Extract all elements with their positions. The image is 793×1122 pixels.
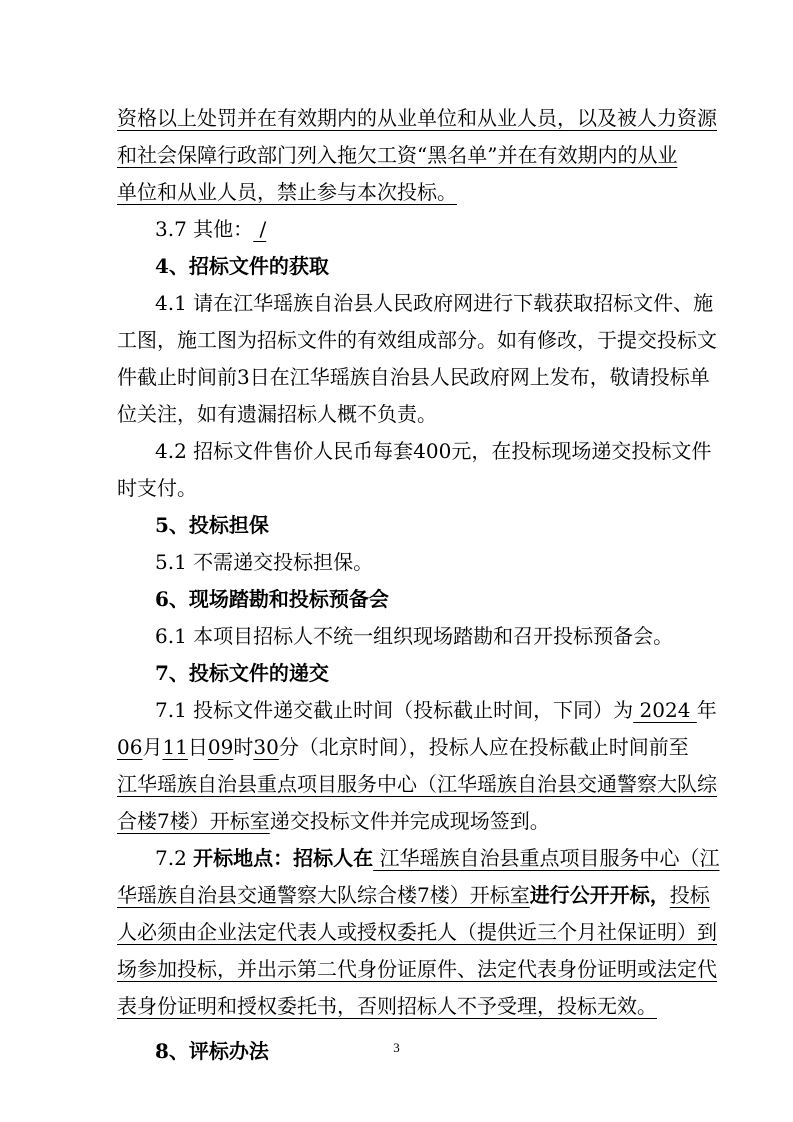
filled-field-text: 和社会保障行政部门列入拖欠工资“黑名单”并在有效期内的从业: [117, 143, 678, 167]
filled-field-text: 2024: [633, 698, 697, 722]
section-heading: [117, 507, 674, 544]
filled-field-text: 单位和从业人员，禁止参与本次投标。: [117, 180, 457, 204]
text-line: [117, 729, 689, 766]
text-line: [117, 988, 674, 1025]
section-heading: [117, 655, 674, 692]
text-line: [117, 692, 717, 729]
text-segment: 5.1 不需递交投标担保。: [155, 550, 374, 574]
filled-field-text: 场参加投标，并出示第二代身份证原件、法定代表身份证明或法定代: [117, 957, 717, 981]
text-segment: 6、现场踏勘和投标预备会: [155, 587, 389, 611]
text-segment: 件截止时间前3日在江华瑶族自治县人民政府网上发布，敬请投标单: [117, 365, 710, 389]
filled-field-text: 表身份证明和授权委托书，否则招标人不予受理，投标无效。: [117, 994, 657, 1018]
text-segment: 5、投标担保: [155, 513, 269, 537]
text-line: [117, 433, 712, 470]
filled-field-text: 江华瑶族自治县重点项目服务中心（江华瑶族自治县交通警察大队综: [117, 772, 717, 796]
text-segment: 位关注，如有遗漏招标人概不负责。: [117, 402, 437, 426]
document-body: [117, 100, 720, 1070]
text-line: [117, 211, 674, 248]
text-line: [117, 951, 717, 988]
filled-field-text: 资格以上处罚并在有效期内的从业单位和从业人员，以及被人力资源: [117, 106, 717, 130]
text-line: [117, 285, 714, 322]
section-heading: [117, 581, 674, 618]
filled-field-text: 江华瑶族自治县重点项目服务中心（江: [373, 846, 720, 870]
text-line: [117, 396, 674, 433]
text-line: [117, 544, 674, 581]
text-segment: 6.1 本项目招标人不统一组织现场踏勘和召开投标预备会。: [155, 624, 674, 648]
text-segment: 7.2: [155, 846, 194, 870]
text-line: [117, 766, 717, 803]
text-segment: 年: [696, 698, 717, 722]
filled-field-text: 合楼7楼）开标室: [117, 809, 270, 833]
text-segment: 7.1 投标文件递交截止时间（投标截止时间，下同）为: [155, 698, 634, 722]
filled-field-text: /: [253, 217, 267, 241]
text-line: [117, 100, 717, 137]
text-line: [117, 618, 674, 655]
text-line: [117, 803, 674, 840]
text-line: [117, 840, 720, 877]
text-segment: 3.7 其他：: [155, 217, 254, 241]
text-line: [117, 359, 710, 396]
text-segment: 4、招标文件的获取: [155, 254, 329, 278]
text-line: [117, 877, 710, 914]
text-segment: 日: [187, 735, 208, 759]
section-heading: [117, 248, 674, 285]
text-segment: 时: [233, 735, 254, 759]
filled-field-text: 09: [207, 735, 234, 759]
page-number: 3: [393, 1040, 400, 1055]
filled-field-text: 投标: [669, 883, 710, 907]
filled-field-text: 06: [117, 735, 143, 759]
filled-field-text: 华瑶族自治县交通警察大队综合楼7楼）开标室: [117, 883, 530, 907]
text-segment: 工图，施工图为招标文件的有效组成部分。如有修改，于提交投标文: [117, 328, 717, 352]
text-segment: 进行公开开标，: [529, 883, 670, 907]
text-line: [117, 174, 674, 211]
text-segment: 分（北京时间），投标人应在投标截止时间前至: [278, 735, 689, 759]
text-line: [117, 322, 717, 359]
text-segment: 时支付。: [117, 476, 197, 500]
text-segment: 递交投标文件并完成现场签到。: [269, 809, 550, 833]
text-segment: 月: [142, 735, 163, 759]
text-line: [117, 137, 678, 174]
filled-field-text: 人必须由企业法定代表人或授权委托人（提供近三个月社保证明）到: [117, 920, 717, 944]
text-segment: 开标地点：招标人在: [193, 846, 374, 870]
text-segment: 4.2 招标文件售价人民币每套400元，在投标现场递交投标文件: [155, 439, 712, 463]
text-line: [117, 914, 717, 951]
text-line: [117, 470, 674, 507]
text-segment: 4.1 请在江华瑶族自治县人民政府网进行下载获取招标文件、施: [155, 291, 714, 315]
text-segment: 8、评标办法: [155, 1039, 269, 1063]
text-segment: 7、投标文件的递交: [155, 661, 329, 685]
filled-field-text: 11: [162, 735, 188, 759]
filled-field-text: 30: [253, 735, 279, 759]
